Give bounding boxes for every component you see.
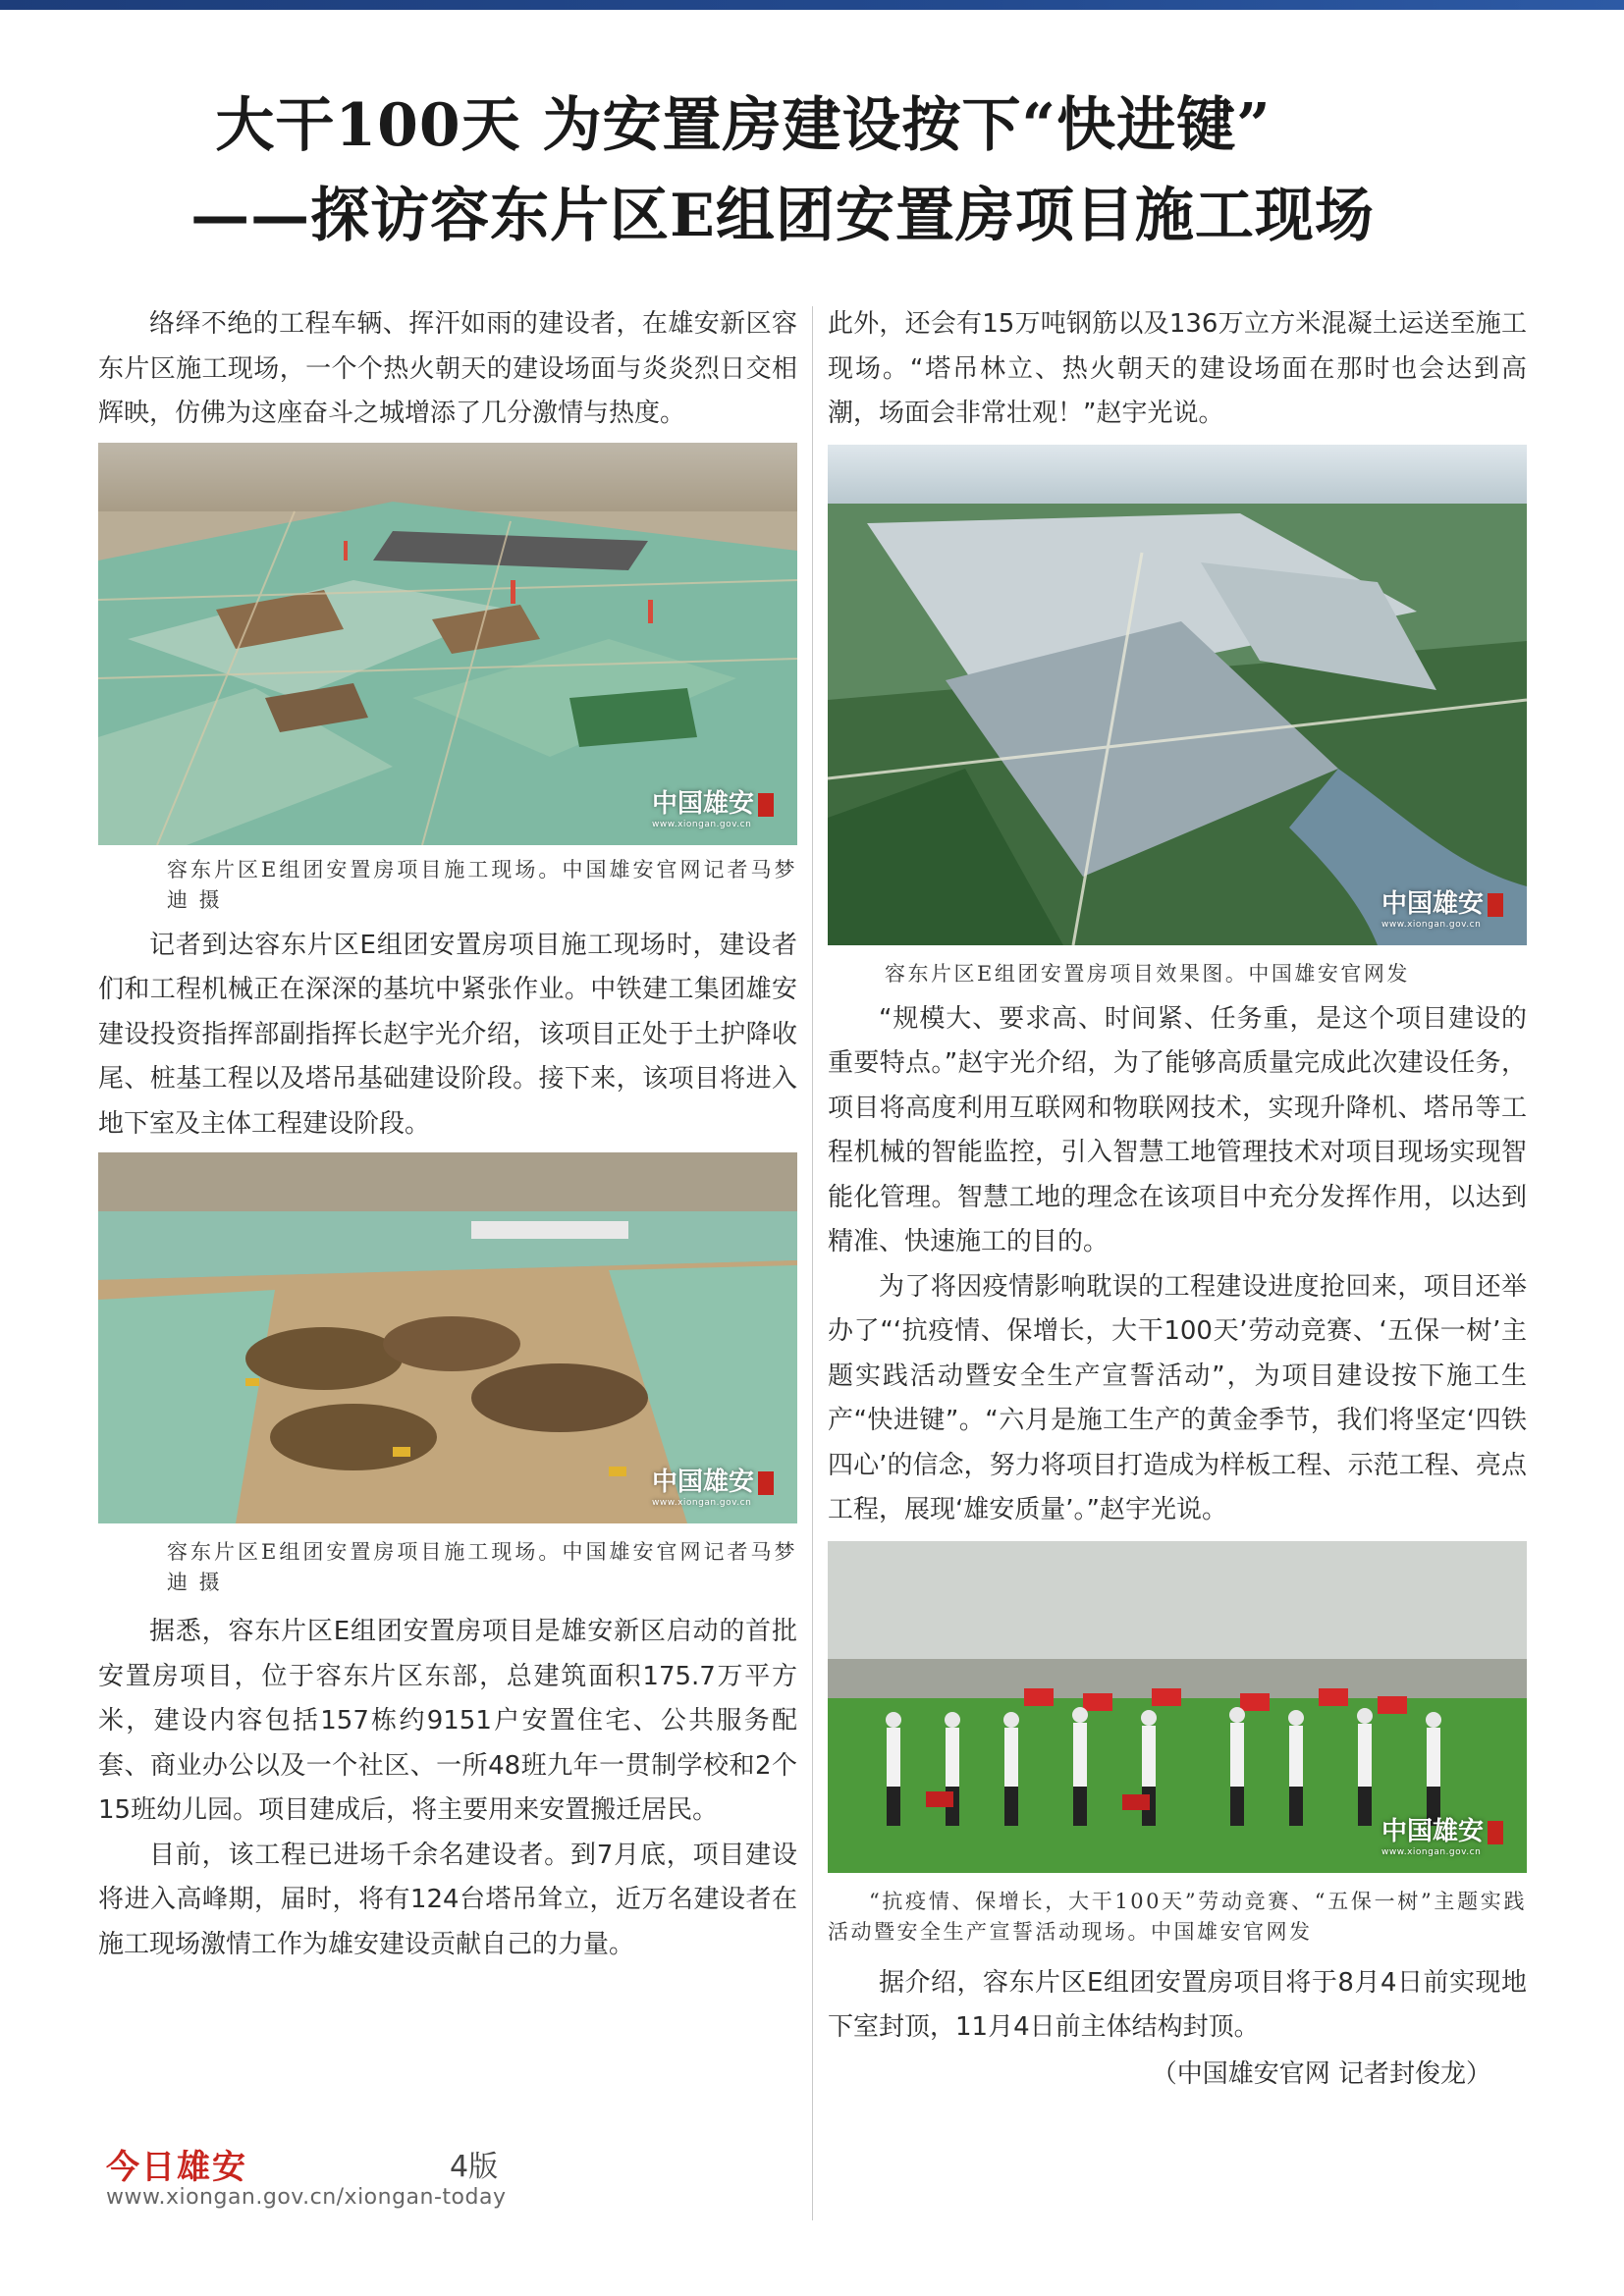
footer-url[interactable]: www.xiongan.gov.cn/xiongan-today	[106, 2185, 507, 2210]
ceremony-photo	[828, 1541, 1527, 1873]
rendering-photo	[828, 445, 1527, 945]
photo-4-caption: “抗疫情、保增长，大干100天”劳动竞赛、“五保一树”主题实践活动暨安全生产宣誓活动现场。中国雄安官网发	[828, 1889, 1527, 1944]
left-column	[98, 302, 797, 1967]
subheadline: ——探访容东片区E组团安置房项目施工现场	[190, 182, 1375, 250]
right-paragraph-2: “规模大、要求高、时间紧、任务重，是这个项目建设的重要特点。”赵宇光介绍，为了能够高质量完成此次建设任务，项目将高度利用互联网和物联网技术，实现升降机、塔吊等工程机械的智能监控，引入智慧工地管理技术对项目现场实现智能化管理。智慧工地的理念在该项目中充分发挥作用，以达到精准、快速施工的目的。	[828, 1003, 1527, 1256]
page-number: 4版	[450, 2150, 499, 2184]
left-paragraph-4: 目前，该工程已进场千余名建设者。到7月底，项目建设将进入高峰期，届时，将有124台塔吊耸立，近万名建设者在施工现场激情工作为雄安建设贡献自己的力量。	[98, 1840, 797, 1959]
byline: （中国雄安官网 记者封俊龙）	[1151, 2058, 1491, 2089]
watermark-logo: 中国雄安 www.xiongan.gov.cn	[652, 783, 774, 829]
photo-1-caption: 容东片区E组团安置房项目施工现场。中国雄安官网记者马梦迪 摄	[167, 857, 797, 912]
right-paragraph-4: 据介绍，容东片区E组团安置房项目将于8月4日前实现地下室封顶，11月4日前主体结构封顶。	[828, 1967, 1527, 2042]
watermark-logo: 中国雄安 www.xiongan.gov.cn	[1381, 883, 1503, 930]
construction-site-photo-2	[98, 1152, 797, 1523]
right-paragraph-1: 此外，还会有15万吨钢筋以及136万立方米混凝土运送至施工现场。“塔吊林立、热火朝天的建设场面在那时也会达到高潮，场面会非常壮观！”赵宇光说。	[828, 309, 1527, 428]
headline: 大干100天 为安置房建设按下“快进键”	[215, 91, 1272, 160]
photo-2-caption: 容东片区E组团安置房项目施工现场。中国雄安官网记者马梦迪 摄	[167, 1540, 797, 1594]
left-paragraph-3: 据悉，容东片区E组团安置房项目是雄安新区启动的首批安置房项目，位于容东片区东部，总建筑面积175.7万平方米，建设内容包括157栋约9151户安置住宅、公共服务配套、商业办公以及一个社区、一所48班九年一贯制学校和2个15班幼儿园。项目建成后，将主要用来安置搬迁居民。	[98, 1617, 797, 1825]
publication-logo: 今日雄安	[106, 2148, 247, 2187]
column-divider	[812, 306, 813, 2220]
watermark-logo: 中国雄安 www.xiongan.gov.cn	[1381, 1811, 1503, 1857]
top-color-bar	[0, 0, 1624, 10]
construction-site-photo-1	[98, 443, 797, 845]
watermark-logo: 中国雄安 www.xiongan.gov.cn	[652, 1462, 774, 1508]
left-paragraph-1: 络绎不绝的工程车辆、挥汗如雨的建设者，在雄安新区容东片区施工现场，一个个热火朝天的建设场面与炎炎烈日交相辉映，仿佛为这座奋斗之城增添了几分激情与热度。	[98, 309, 797, 428]
left-paragraph-2: 记者到达容东片区E组团安置房项目施工现场时，建设者们和工程机械正在深深的基坑中紧张作业。中铁建工集团雄安建设投资指挥部副指挥长赵宇光介绍，该项目正处于土护降收尾、桩基工程以及塔吊基础建设阶段。接下来，该项目将进入地下室及主体工程建设阶段。	[98, 930, 797, 1139]
photo-3-caption: 容东片区E组团安置房项目效果图。中国雄安官网发	[885, 961, 1410, 986]
right-paragraph-3: 为了将因疫情影响耽误的工程建设进度抢回来，项目还举办了“‘抗疫情、保增长，大干100天’劳动竞赛、‘五保一树’主题实践活动暨安全生产宣誓活动”，为项目建设按下施工生产“快进键”。“六月是施工生产的黄金季节，我们将坚定‘四铁四心’的信念，努力将项目打造成为样板工程、示范工程、亮点工程，展现‘雄安质量’。”赵宇光说。	[828, 1271, 1527, 1524]
right-column	[828, 302, 1527, 2097]
